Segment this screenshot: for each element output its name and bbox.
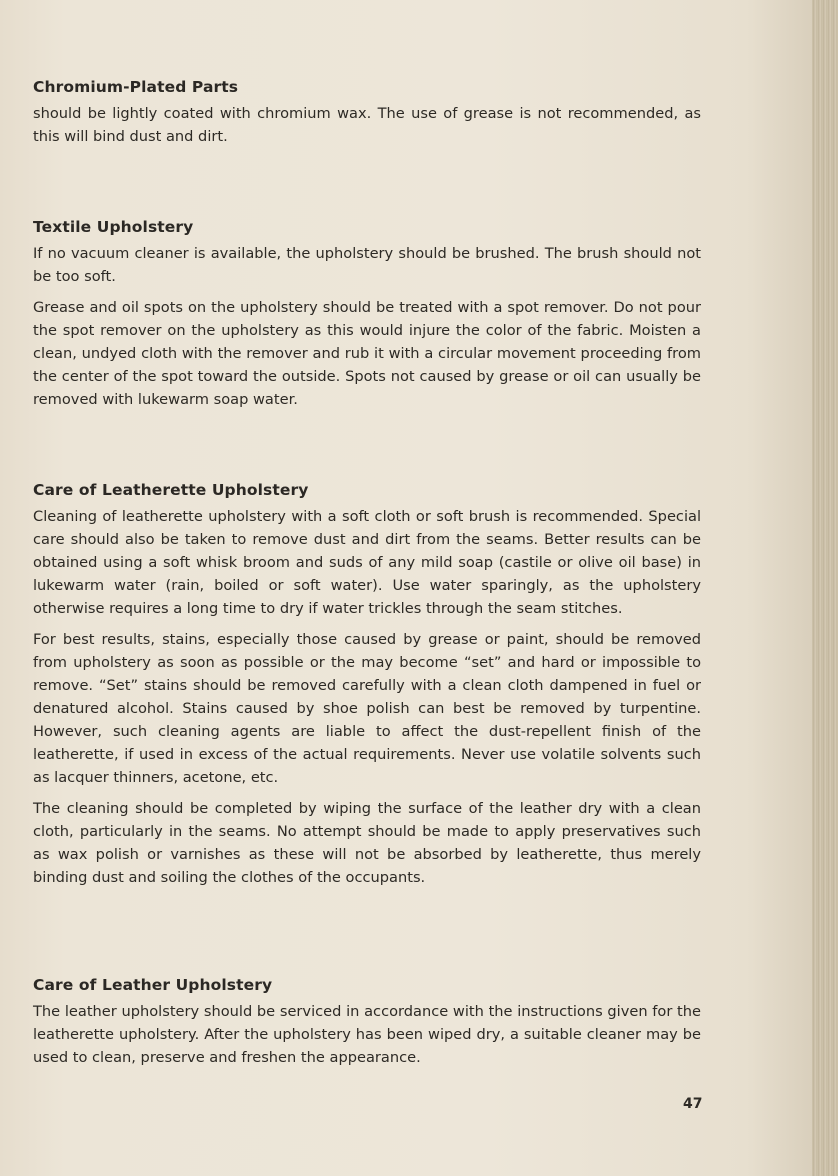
section-textile-upholstery [33,218,701,419]
section-paragraph: For best results, stains, especially those caused by grease or paint, should be removed from upholstery as soon as possible or the may become “set” and hard or impossible to remove. “Set” stains should be removed carefully with a clean cloth dampened in fuel or denatured alcohol. Stains caused by shoe polish can best be removed by turpentine. However, such cleaning agents are liable to affect the dust-repellent finish of the leatherette, if used in excess of the actual requirements. Never use volatile solvents such as lacquer thinners, acetone, etc. [33,631,701,786]
section-paragraph: The cleaning should be completed by wiping the surface of the leather dry with a clean cloth, particularly in the seams. No attempt should be made to apply preservatives such as wax polish or varnishes as these will not be absorbed by leatherette, thus merely binding dust and soiling the clothes of the occupants. [33,800,701,886]
section-leather-upholstery [33,976,701,1077]
section-paragraph: should be lightly coated with chromium wax. The use of grease is not recommended, as this will bind dust and dirt. [33,105,701,145]
section-leatherette-upholstery [33,481,701,897]
section-chromium-plated-parts [33,78,701,156]
section-heading: Care of Leatherette Upholstery [33,481,309,499]
page-number: 47 [683,1096,703,1112]
section-heading: Textile Upholstery [33,218,194,236]
section-heading: Care of Leather Upholstery [33,976,273,994]
section-paragraph: Grease and oil spots on the upholstery should be treated with a spot remover. Do not pour the spot remover on the upholstery as this would injure the color of the fabric. Moisten a clean, undyed cloth with the remover and rub it with a circular movement proceeding from the center of the spot toward the outside. Spots not caused by grease or oil can usually be removed with lukewarm soap water. [33,299,701,408]
section-paragraph: Cleaning of leatherette upholstery with a soft cloth or soft brush is recommended. Special care should also be taken to remove dust and dirt from the seams. Better results can be obtained using a soft whisk broom and suds of any mild soap (castile or olive oil base) in lukewarm water (rain, boiled or soft water). Use water sparingly, as the upholstery otherwise requires a long time to dry if water trickles through the seam stitches. [33,508,701,617]
page-edge [812,0,838,1176]
section-paragraph: If no vacuum cleaner is available, the upholstery should be brushed. The brush should not be too soft. [33,245,701,285]
section-paragraph: The leather upholstery should be serviced in accordance with the instructions given for the leatherette upholstery. After the upholstery has been wiped dry, a suitable cleaner may be used to clean, preserve and freshen the appearance. [33,1003,701,1066]
section-heading: Chromium-Plated Parts [33,78,239,96]
